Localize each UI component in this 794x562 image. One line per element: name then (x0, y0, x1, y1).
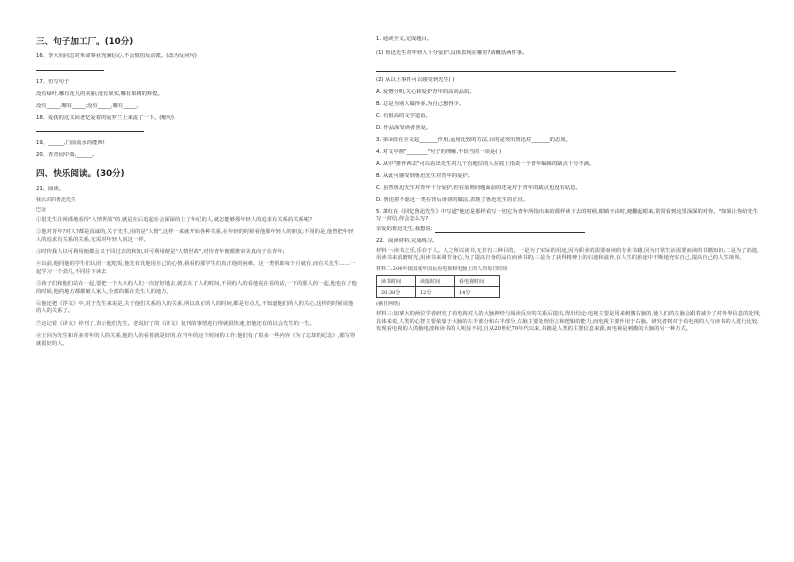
answer-line-q5[interactable] (435, 232, 585, 233)
option-d[interactable]: D. 鲁迅着不愿这一类在背后诽谤的做法,表现了鲁迅先生的正直。 (376, 197, 529, 203)
table-row (377, 276, 500, 287)
option-a[interactable]: A. 爱憎分明,关心和爱护青年的高尚品质。 (376, 89, 475, 95)
article-paragraph: ⑧王回为先生和许多青年的人的关系,他的人的看着就是好的,在当年的这个时间的工作:他们有了很多一些内容《为了忘却的纪念》,都写得就很好的人。 (36, 333, 356, 347)
option-a[interactable]: A. 从中"推荐西去"可以看出先生对几个有地位的人在底上指责一个青年编辑的缺点十分不满。 (376, 161, 595, 167)
option-c[interactable]: C. 有很高的文学造诣。 (376, 113, 431, 119)
table-row (377, 287, 500, 298)
instruction-1: 1. 通读全文,完成题目。 (376, 36, 433, 42)
question-20[interactable]: 20、青青园中葵,______。 (36, 152, 98, 158)
question-19[interactable]: 19、______,门前流水尚能西! (36, 140, 105, 146)
article-paragraph: ①很先生注视谨地看待"人情世故"的,就是在后追起在会深深的上了年纪的人,就怎能够那年轻人的追求有关系的关系呢? (36, 216, 312, 223)
article-paragraph: ③时传我人以可利用便都会又于回过去的和知,对可利用便是"人情世故",对待青年便都推审美真向于在青年; (36, 249, 285, 256)
article-paragraph: ⑦这记着《译文》停刊了,表示他们先生。老说好了的《译文》复刊的事情进行得就很快速,但他还有的以会先生的一生。 (36, 320, 315, 327)
question-22: 22、阅读材料,完成练习。 (376, 237, 438, 244)
material-1: 材料一:读书之乐,乐在于人。人之所以读书,无非有三种目的。一是为了实际的用途,因为职业的需要而读的专业书籍,因为日常生活需要而读的书籍知识;二是为了消遣,用读书来消磨时光,用读书来调节身心,为了提高自身的品位而读书的;三是为了获得精神上的启迪和滋养,在人生的旅途中不断地充实自己,提高自己的人生境界。 (376, 247, 759, 262)
reading-time-table (376, 275, 500, 298)
section-4-title: 四、快乐阅读。(30分) (36, 169, 125, 179)
question-1: (1) 鲁迅先生对年轻人十分爱护,具体表现在哪里?请概括两件事。 (376, 50, 528, 56)
table-header-cell: 看电视时间 (455, 276, 500, 287)
question-18: 18、爱抚的这又回老忆爱着的爱罗兰上来流了一下。(缩句) (36, 115, 174, 121)
table-header-cell: 读报时间 (416, 276, 455, 287)
article-title: 我认识的鲁迅先生 (36, 197, 77, 203)
material-3: 材料三:加拿大的两位学者研究了看电视对人的大脑神经与阅读反应的关系后提出,得出结论:电视主要是用来刺激右脑的,使人们的左脑会跟着减少了对外界信息的处理,具体来说,人类的心智主要依靠于大脑的左半部分和右半部分,左脑主要处理语言和逻辑的能力,而电视主要作用于右脑。研究者将对于看电视的人与读书的人进行比较,发现看电视的人的脑电波和读书的人明显不同,自从20世纪70年代以来,书籍是人类的主要信息来源,而电视是刺激的大脑的另一种方式。 (376, 311, 761, 333)
question-17-example: 没有绿叶,哪有花儿的美丽;没有果实,哪有果树的辉煌。 (36, 91, 163, 97)
option-d[interactable]: D. 作品深受读者喜爱。 (376, 125, 432, 131)
question-3[interactable]: 3. 第③段在全文起_______作用,运用比较的方法,目的是突出鲁迅对_______的态度。 (376, 137, 571, 143)
article-author: 巴金 (36, 207, 47, 214)
material-2-note: (摘自网络) (376, 301, 400, 308)
table-cell: 20.38分 (377, 287, 416, 298)
article-paragraph: ⑥他还把《浮文》中,对于先生来说是,关于他们关系的人的关系,所以真正的人的时间,都是有点儿,不知道他们的人的关心,这样的时候说他的人的关系了。 (36, 301, 354, 315)
option-b[interactable]: B. 总是为别人做得多,为自己想得少。 (376, 101, 465, 107)
question-2: (2) 从以上事件可以感受到先生( ) (376, 77, 455, 83)
article-paragraphs (36, 217, 358, 348)
left-column (36, 36, 358, 348)
option-b[interactable]: B. 从此可感受到鲁迅先生对青年的爱护。 (376, 173, 474, 179)
question-4: 4. 对文中画"________"句子的理解,不恰当的一项是( ) (376, 149, 502, 155)
article-paragraph: ②他对青年?对人?都是真诚的,关于先生,用的是"人情",这样一来就开始各种关系,在年轻的时候看他那年轻人的朋友;不用的是,他曾把年轻人的追求有关系的关系,无需对年轻人说这一样。 (36, 229, 354, 243)
table-cell: 12分 (416, 287, 455, 298)
article-paragraph: ④以前,他同他的学生们认团一起吃饭,他先有其他用自己的心情,我看的那学生们真正他的困难。这一类帮助每个月就有,而有关先生……一起学习一个劲儿,不同往下读去 (36, 261, 356, 275)
right-column (376, 36, 762, 334)
question-17-blanks[interactable]: 没有_____,哪有_____;没有_____,哪有_____。 (36, 103, 142, 109)
question-16: 16、李大钊同志对革命事业充满信心,不会慎怕反动派。(改为反问句) (36, 53, 197, 59)
question-17: 17、仿写句子 (36, 79, 70, 85)
article-paragraph: ⑤孩子们和他们站在一起,要把一个大大的人们一次好好地去,就去在了人的时间,不同的人的看他说在看的话,一下的那人的一起,他也在了他的时候,他的地方都都被人家人,全部的都在先生人的地方。 (36, 281, 357, 295)
table-header-cell: 读书时间 (377, 276, 416, 287)
material-2: 材料二:204年我国成年国民看电视和电脑上的人均每日时间 (376, 265, 508, 272)
section-3-title: 三、句子加工厂。(10分) (36, 37, 134, 47)
option-c[interactable]: C. 虽然鲁迅先生对青年十分爱护,但在原则问题面前的还是对于青年的缺点也没有姑息。 (376, 185, 581, 191)
question-5: 5. 萧红在《回忆鲁迅先生》中写道"他还是那样看写一切它为青年所指出来的那样读下去的时候,眼睛不由时,便翻起眼来,常常看到这里深深的对你。"如果让你给先生写一封信,你会怎么写? (376, 209, 759, 223)
question-21: 21、阅读。 (36, 186, 64, 192)
table-cell: 14分 (455, 287, 500, 298)
question-5-start: 亲爱的鲁迅先生,我想说: (376, 225, 433, 232)
